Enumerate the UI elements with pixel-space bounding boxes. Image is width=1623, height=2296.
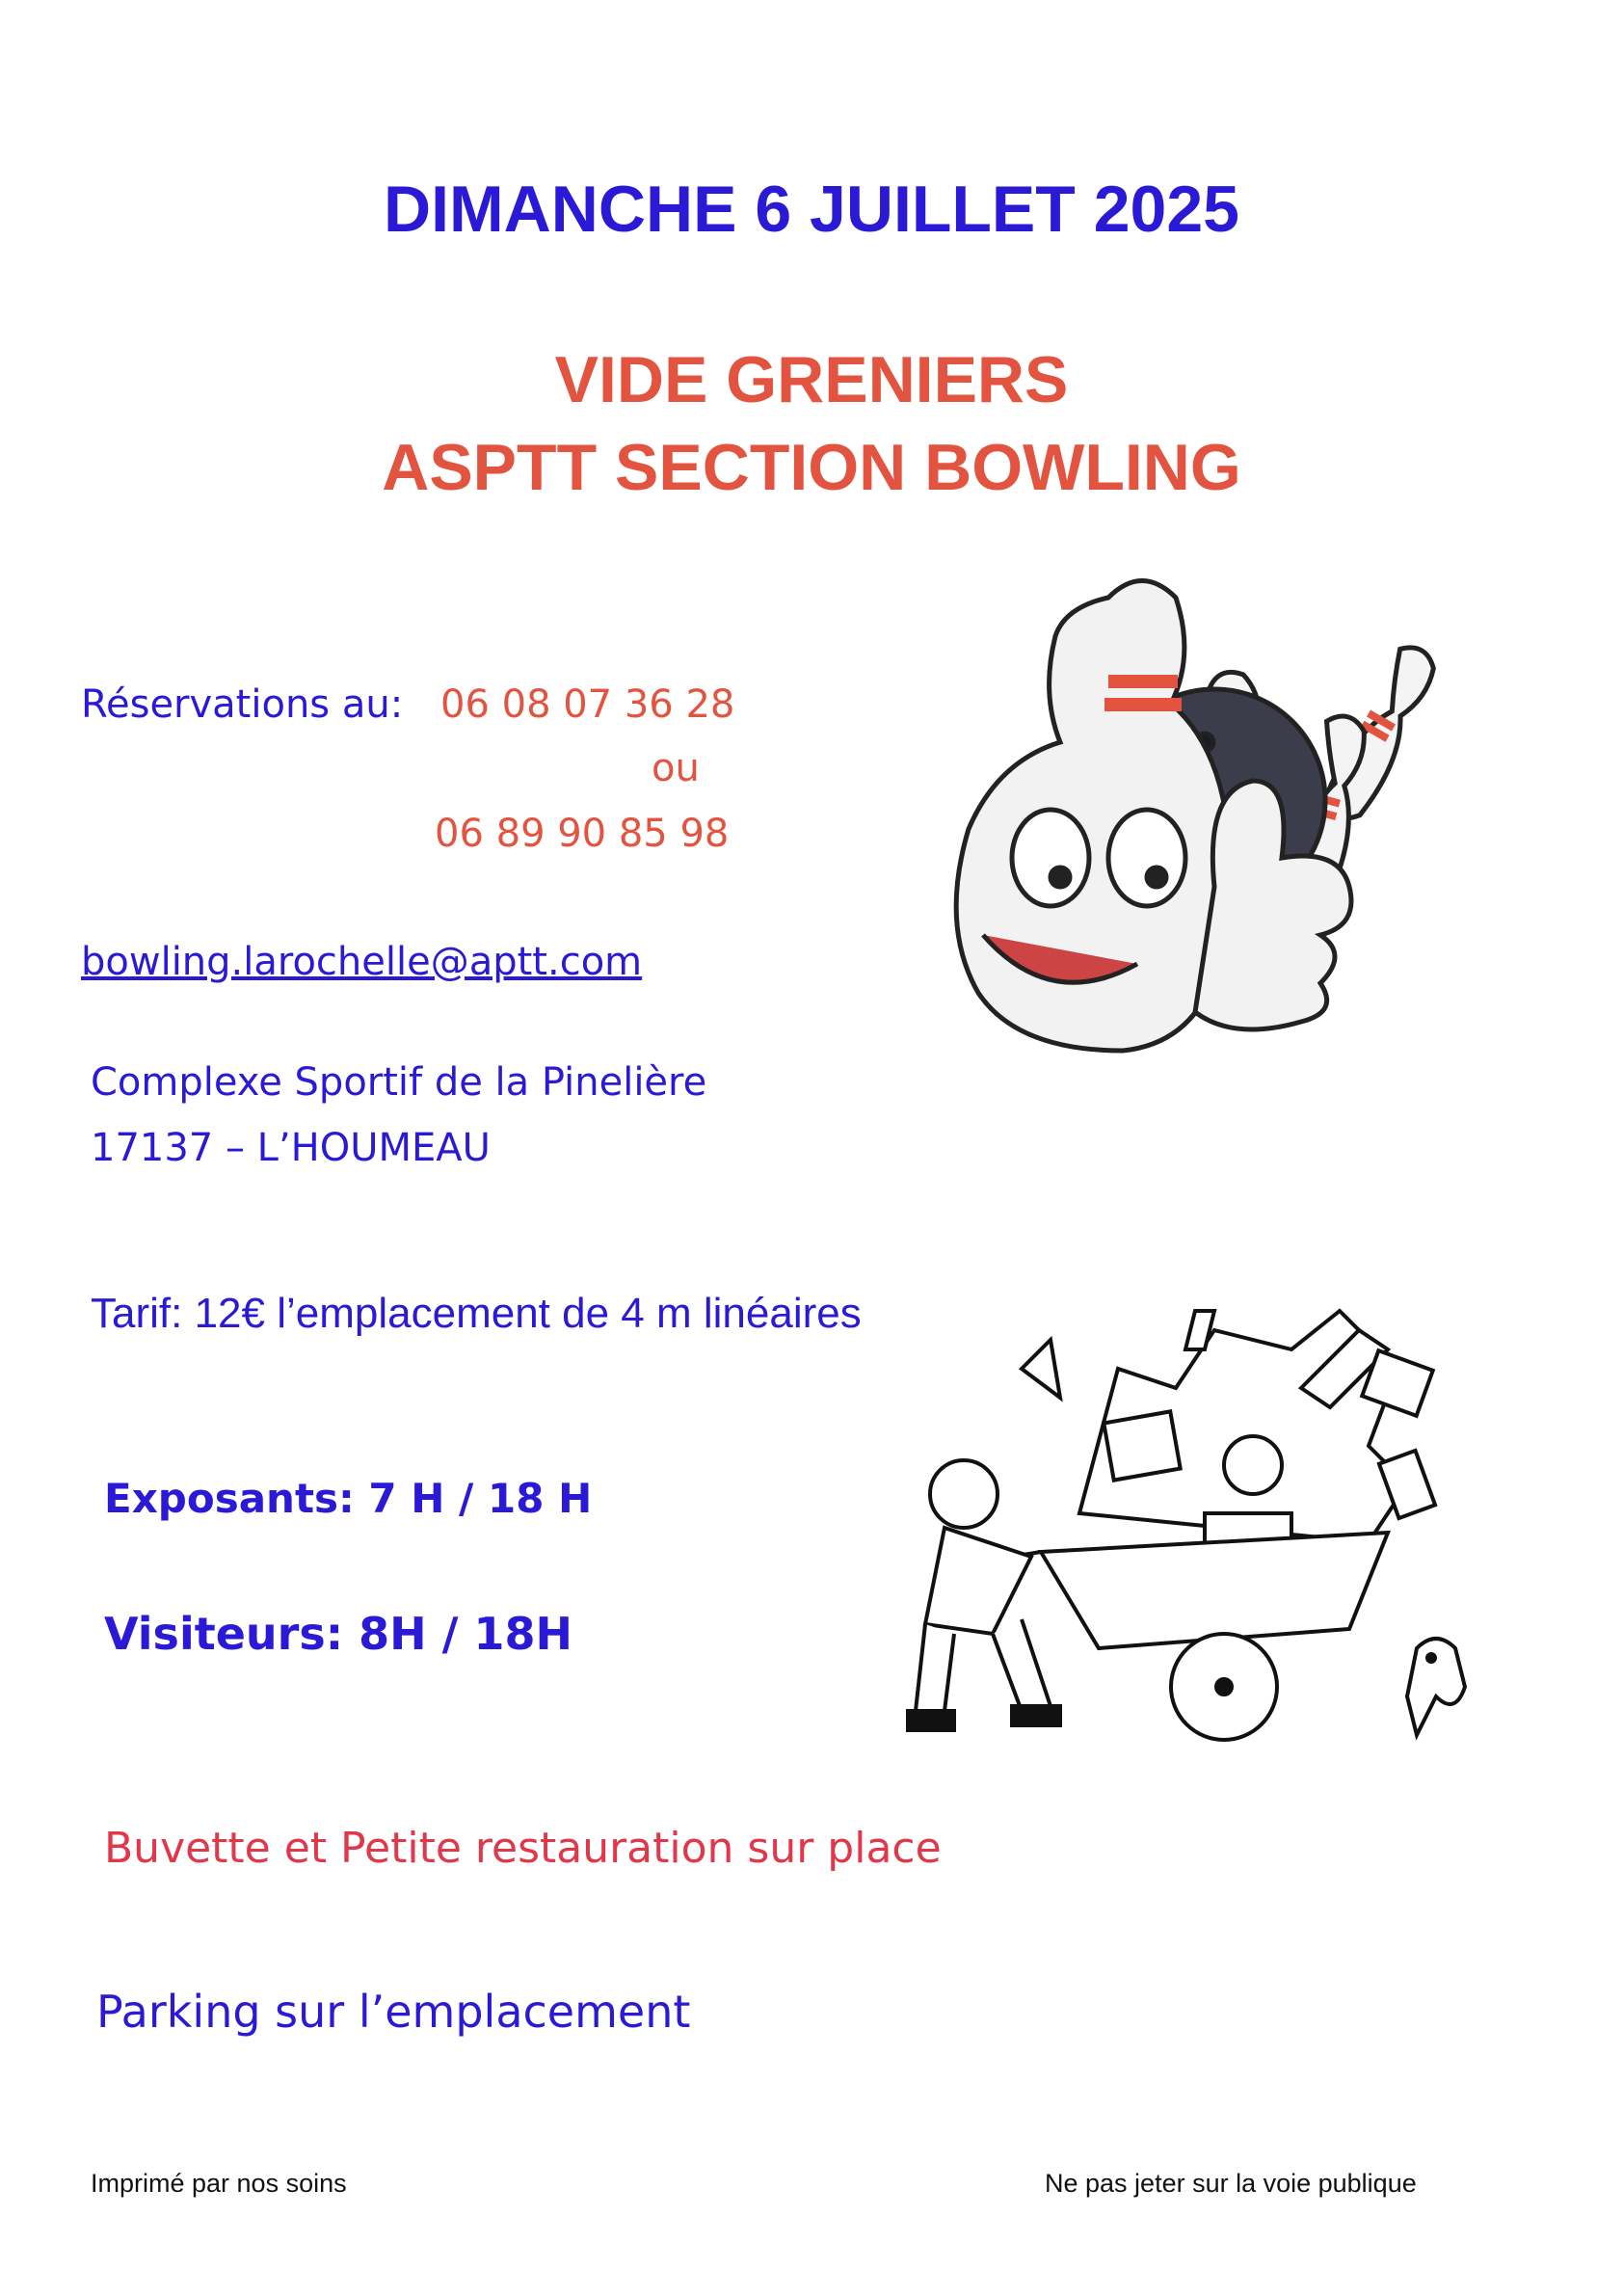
reservations-or: ou <box>652 746 700 790</box>
address-line-1: Complexe Sportif de la Pinelière <box>91 1060 707 1105</box>
buvette-text: Buvette et Petite restauration sur place <box>104 1824 942 1873</box>
footer-right: Ne pas jeter sur la voie publique <box>1045 2169 1417 2198</box>
email-link[interactable]: bowling.larochelle@aptt.com <box>81 940 643 984</box>
pricing-text: Tarif: 12€ l’emplacement de 4 m linéaires <box>91 1290 862 1337</box>
address-line-2: 17137 – L’HOUMEAU <box>91 1126 491 1170</box>
event-date: DIMANCHE 6 JUILLET 2025 <box>384 173 1239 246</box>
footer-left: Imprimé par nos soins <box>91 2169 347 2198</box>
event-title: VIDE GRENIERS <box>554 343 1069 416</box>
reservations-phone-2: 06 89 90 85 98 <box>435 812 730 856</box>
bowling-pin-mascot-icon <box>916 569 1494 1070</box>
visiteurs-hours: Visiteurs: 8H / 18H <box>104 1608 572 1660</box>
junk-wheelbarrow-icon <box>906 1272 1503 1754</box>
event-organizer: ASPTT SECTION BOWLING <box>382 431 1241 504</box>
reservations-phone-1: 06 08 07 36 28 <box>440 682 735 727</box>
exposants-hours: Exposants: 7 H / 18 H <box>104 1475 593 1522</box>
reservations-label: Réservations au: <box>81 682 404 727</box>
parking-text: Parking sur l’emplacement <box>96 1986 691 2038</box>
